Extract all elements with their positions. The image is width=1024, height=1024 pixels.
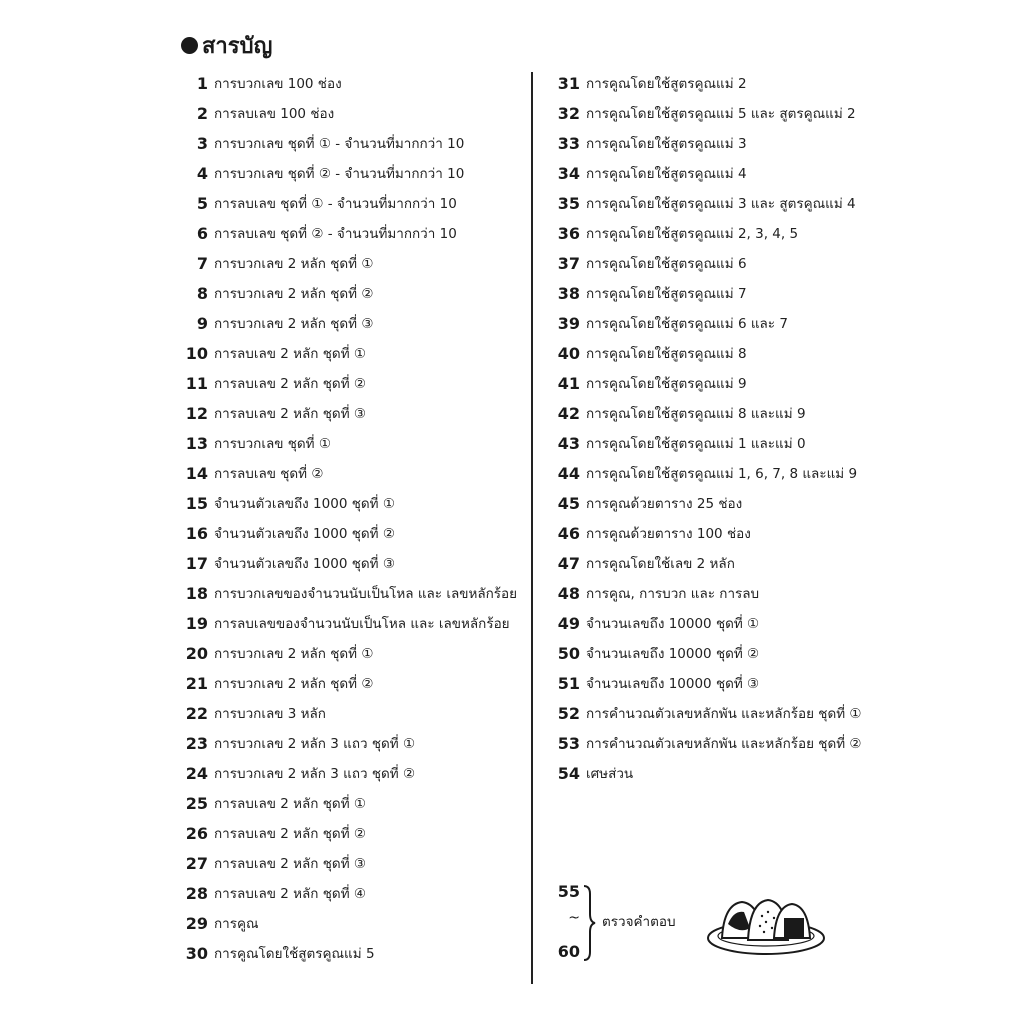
toc-row: [552, 518, 882, 548]
toc-row: [180, 608, 520, 638]
toc-number: 6: [196, 223, 208, 243]
toc-row: [552, 578, 882, 608]
toc-number: 27: [185, 853, 208, 873]
toc-label: การคูณโดยใช้สูตรคูณแม่ 4: [586, 166, 747, 182]
toc-row: [180, 308, 520, 338]
toc-label: การลบเลข ชุดที่ ① - จำนวนที่มากกว่า 10: [214, 196, 457, 212]
toc-row: [180, 128, 520, 158]
toc-number: 23: [185, 733, 208, 753]
toc-label: การคูณโดยใช้สูตรคูณแม่ 2: [586, 76, 747, 92]
toc-number: 39: [557, 313, 580, 333]
toc-row: [552, 188, 882, 218]
toc-row: [180, 728, 520, 758]
toc-number: 37: [557, 253, 580, 273]
answer-key-label: ตรวจคำตอบ: [602, 914, 676, 930]
toc-label: การลบเลข 2 หลัก ชุดที่ ②: [214, 826, 366, 842]
answer-tilde: ~: [568, 910, 580, 926]
toc-row: [180, 488, 520, 518]
toc-label: การคำนวณตัวเลขหลักพัน และหลักร้อย ชุดที่ ①: [586, 706, 862, 722]
toc-row: [180, 458, 520, 488]
right-brace-icon: [582, 884, 596, 962]
filled-circle-icon: [181, 37, 198, 54]
toc-row: [180, 758, 520, 788]
toc-number: 18: [185, 583, 208, 603]
toc-row: [180, 248, 520, 278]
toc-row: [552, 278, 882, 308]
toc-label: การบวกเลข 2 หลัก ชุดที่ ③: [214, 316, 374, 332]
toc-number: 25: [185, 793, 208, 813]
toc-number: 29: [185, 913, 208, 933]
toc-number: 54: [557, 763, 580, 783]
toc-row: [180, 638, 520, 668]
toc-row: [180, 368, 520, 398]
toc-number: 46: [557, 523, 580, 543]
toc-number: 45: [557, 493, 580, 513]
toc-row: [552, 488, 882, 518]
toc-number: 17: [185, 553, 208, 573]
toc-number: 5: [196, 193, 208, 213]
toc-number: 48: [557, 583, 580, 603]
answer-start-number: 55: [557, 882, 580, 901]
toc-number: 32: [557, 103, 580, 123]
toc-label: การบวกเลข 2 หลัก 3 แถว ชุดที่ ①: [214, 736, 416, 752]
toc-label: การบวกเลข 2 หลัก ชุดที่ ②: [214, 286, 374, 302]
toc-row: [180, 788, 520, 818]
toc-number: 42: [557, 403, 580, 423]
toc-label: การคูณโดยใช้สูตรคูณแม่ 3: [586, 136, 747, 152]
toc-label: การลบเลข 2 หลัก ชุดที่ ①: [214, 346, 366, 362]
toc-label: การคูณโดยใช้สูตรคูณแม่ 1, 6, 7, 8 และแม่ 9: [586, 466, 858, 482]
toc-number: 34: [557, 163, 580, 183]
toc-row: [180, 668, 520, 698]
toc-label: การบวกเลข 2 หลัก ชุดที่ ①: [214, 256, 374, 272]
toc-row: [180, 188, 520, 218]
toc-label: การคูณ, การบวก และ การลบ: [586, 586, 760, 602]
toc-label: การคูณโดยใช้สูตรคูณแม่ 8: [586, 346, 747, 362]
toc-row: [552, 128, 882, 158]
toc-number: 53: [557, 733, 580, 753]
toc-row: [180, 548, 520, 578]
toc-row: [180, 938, 520, 968]
toc-number: 43: [557, 433, 580, 453]
toc-label: การบวกเลข 3 หลัก: [214, 706, 326, 722]
toc-number: 49: [557, 613, 580, 633]
toc-row: [180, 818, 520, 848]
toc-left-column: [180, 68, 520, 968]
toc-row: [552, 698, 882, 728]
toc-number: 40: [557, 343, 580, 363]
toc-number: 30: [185, 943, 208, 963]
toc-number: 4: [196, 163, 208, 183]
toc-label: การคูณด้วยตาราง 25 ช่อง: [586, 496, 743, 512]
toc-row: [552, 458, 882, 488]
toc-number: 8: [196, 283, 208, 303]
toc-label: การคูณโดยใช้สูตรคูณแม่ 6: [586, 256, 747, 272]
toc-number: 19: [185, 613, 208, 633]
toc-number: 36: [557, 223, 580, 243]
toc-label: การลบเลข 2 หลัก ชุดที่ ③: [214, 406, 366, 422]
toc-label: การบวกเลข ชุดที่ ② - จำนวนที่มากกว่า 10: [214, 166, 465, 182]
toc-label: การคูณโดยใช้สูตรคูณแม่ 5 และ สูตรคูณแม่ 2: [586, 106, 856, 122]
toc-row: [552, 548, 882, 578]
toc-number: 12: [185, 403, 208, 423]
toc-row: [180, 278, 520, 308]
answer-end-number: 60: [557, 942, 580, 961]
toc-row: [180, 878, 520, 908]
toc-number: 38: [557, 283, 580, 303]
onigiri-plate-icon: [704, 894, 828, 958]
toc-row: [180, 698, 520, 728]
toc-label: การคูณโดยใช้สูตรคูณแม่ 9: [586, 376, 747, 392]
toc-label: การคูณโดยใช้เลข 2 หลัก: [586, 556, 735, 572]
toc-label: การบวกเลข 100 ช่อง: [214, 76, 342, 92]
toc-label: การลบเลข 2 หลัก ชุดที่ ③: [214, 856, 366, 872]
toc-label: การบวกเลข 2 หลัก ชุดที่ ②: [214, 676, 374, 692]
toc-label: การบวกเลข ชุดที่ ① - จำนวนที่มากกว่า 10: [214, 136, 465, 152]
toc-right-column: [552, 68, 882, 788]
toc-number: 20: [185, 643, 208, 663]
toc-label: การบวกเลขของจำนวนนับเป็นโหล และ เลขหลักร้อย: [214, 586, 518, 602]
toc-row: [180, 98, 520, 128]
toc-row: [552, 758, 882, 788]
toc-label: การบวกเลข 2 หลัก ชุดที่ ①: [214, 646, 374, 662]
toc-number: 7: [196, 253, 208, 273]
toc-row: [180, 428, 520, 458]
toc-number: 33: [557, 133, 580, 153]
toc-row: [180, 158, 520, 188]
toc-number: 44: [557, 463, 580, 483]
toc-row: [552, 398, 882, 428]
toc-label: การลบเลข 2 หลัก ชุดที่ ②: [214, 376, 366, 392]
toc-row: [180, 908, 520, 938]
toc-number: 47: [557, 553, 580, 573]
toc-label: จำนวนตัวเลขถึง 1000 ชุดที่ ③: [214, 556, 395, 572]
toc-number: 2: [196, 103, 208, 123]
toc-label: จำนวนตัวเลขถึง 1000 ชุดที่ ②: [214, 526, 395, 542]
toc-row: [180, 518, 520, 548]
toc-number: 26: [185, 823, 208, 843]
toc-label: เศษส่วน: [586, 766, 634, 782]
toc-label: การคูณโดยใช้สูตรคูณแม่ 5: [214, 946, 375, 962]
toc-row: [552, 428, 882, 458]
toc-label: จำนวนเลขถึง 10000 ชุดที่ ①: [586, 616, 760, 632]
toc-label: การคูณโดยใช้สูตรคูณแม่ 1 และแม่ 0: [586, 436, 806, 452]
toc-row: [552, 668, 882, 698]
toc-number: 13: [185, 433, 208, 453]
toc-label: การบวกเลข 2 หลัก 3 แถว ชุดที่ ②: [214, 766, 416, 782]
toc-row: [552, 98, 882, 128]
toc-row: [180, 578, 520, 608]
toc-row: [180, 68, 520, 98]
toc-label: การลบเลข ชุดที่ ② - จำนวนที่มากกว่า 10: [214, 226, 457, 242]
toc-number: 14: [185, 463, 208, 483]
toc-row: [180, 338, 520, 368]
toc-number: 9: [196, 313, 208, 333]
toc-number: 52: [557, 703, 580, 723]
toc-label: การลบเลขของจำนวนนับเป็นโหล และ เลขหลักร้อย: [214, 616, 510, 632]
toc-label: จำนวนเลขถึง 10000 ชุดที่ ②: [586, 646, 760, 662]
toc-number: 3: [196, 133, 208, 153]
column-divider: [531, 72, 533, 984]
toc-row: [552, 218, 882, 248]
toc-label: การบวกเลข ชุดที่ ①: [214, 436, 331, 452]
toc-number: 1: [196, 73, 208, 93]
toc-row: [552, 368, 882, 398]
toc-label: การลบเลข 2 หลัก ชุดที่ ①: [214, 796, 366, 812]
toc-label: การลบเลข ชุดที่ ②: [214, 466, 324, 482]
toc-label: จำนวนตัวเลขถึง 1000 ชุดที่ ①: [214, 496, 395, 512]
toc-row: [180, 398, 520, 428]
toc-row: [552, 338, 882, 368]
toc-row: [552, 248, 882, 278]
toc-number: 10: [185, 343, 208, 363]
page-title-text: สารบัญ: [202, 34, 273, 59]
toc-number: 50: [557, 643, 580, 663]
toc-row: [180, 218, 520, 248]
toc-number: 22: [185, 703, 208, 723]
toc-row: [552, 68, 882, 98]
page-title: [181, 28, 272, 63]
toc-row: [552, 638, 882, 668]
toc-row: [180, 848, 520, 878]
toc-label: การคูณโดยใช้สูตรคูณแม่ 6 และ 7: [586, 316, 788, 332]
toc-label: จำนวนเลขถึง 10000 ชุดที่ ③: [586, 676, 760, 692]
toc-label: การคูณโดยใช้สูตรคูณแม่ 8 และแม่ 9: [586, 406, 806, 422]
answer-key: [552, 878, 692, 968]
toc-number: 51: [557, 673, 580, 693]
toc-row: [552, 308, 882, 338]
toc-number: 21: [185, 673, 208, 693]
toc-label: การคูณ: [214, 916, 259, 932]
toc-row: [552, 728, 882, 758]
toc-number: 41: [557, 373, 580, 393]
toc-label: การคำนวณตัวเลขหลักพัน และหลักร้อย ชุดที่ ②: [586, 736, 862, 752]
toc-number: 24: [185, 763, 208, 783]
toc-number: 35: [557, 193, 580, 213]
toc-label: การคูณโดยใช้สูตรคูณแม่ 3 และ สูตรคูณแม่ 4: [586, 196, 856, 212]
toc-number: 15: [185, 493, 208, 513]
toc-number: 28: [185, 883, 208, 903]
toc-row: [552, 608, 882, 638]
toc-number: 11: [185, 373, 208, 393]
toc-label: การลบเลข 2 หลัก ชุดที่ ④: [214, 886, 366, 902]
toc-label: การคูณโดยใช้สูตรคูณแม่ 7: [586, 286, 747, 302]
toc-label: การคูณโดยใช้สูตรคูณแม่ 2, 3, 4, 5: [586, 226, 799, 242]
toc-row: [552, 158, 882, 188]
toc-label: การลบเลข 100 ช่อง: [214, 106, 335, 122]
toc-number: 31: [557, 73, 580, 93]
toc-label: การคูณด้วยตาราง 100 ช่อง: [586, 526, 751, 542]
toc-number: 16: [185, 523, 208, 543]
